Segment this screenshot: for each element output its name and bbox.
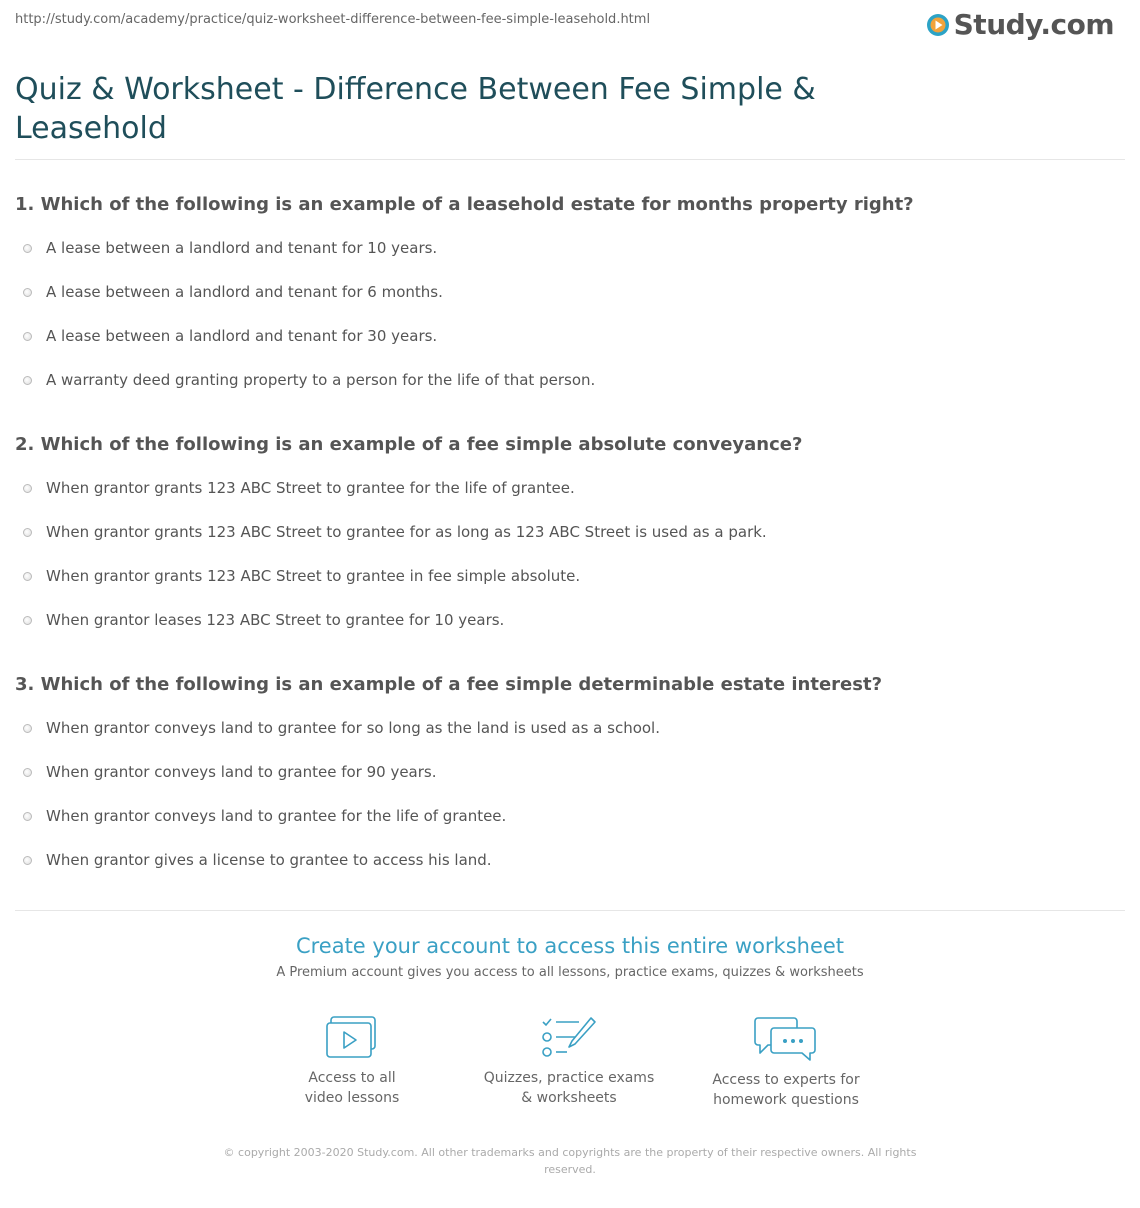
question-1: 1. Which of the following is an example of a leasehold estate for months property right?	[15, 194, 914, 215]
option-label: When grantor conveys land to grantee for so long as the land is used as a school.	[46, 719, 660, 737]
page-title: Quiz & Worksheet - Difference Between Fee Simple & Leasehold	[15, 72, 816, 146]
option-label: When grantor leases 123 ABC Street to grantee for 10 years.	[46, 611, 505, 629]
question-2-option-2[interactable]	[23, 523, 767, 541]
question-2-option-4[interactable]	[23, 611, 504, 629]
option-label: A lease between a landlord and tenant for 30 years.	[46, 327, 438, 345]
feature-label-line: Access to experts for	[712, 1072, 860, 1088]
video-lessons-icon	[326, 1016, 378, 1060]
play-logo-icon	[926, 13, 950, 37]
page-url: http://study.com/academy/practice/quiz-worksheet-difference-between-fee-simple-leasehold.html	[15, 12, 651, 27]
option-label: When grantor grants 123 ABC Street to grantee for the life of grantee.	[46, 479, 575, 497]
question-3-option-1[interactable]	[23, 719, 660, 737]
radio-button-icon[interactable]	[23, 724, 32, 733]
radio-button-icon[interactable]	[23, 856, 32, 865]
option-label: When grantor grants 123 ABC Street to grantee in fee simple absolute.	[46, 567, 581, 585]
question-3-option-3[interactable]	[23, 807, 506, 825]
study-logo[interactable]	[926, 8, 1114, 41]
option-label: When grantor conveys land to grantee for 90 years.	[46, 763, 437, 781]
feature-quizzes	[469, 1016, 669, 1108]
question-1-option-2[interactable]	[23, 283, 443, 301]
feature-label-line: Access to all	[308, 1070, 396, 1086]
radio-button-icon[interactable]	[23, 484, 32, 493]
option-label: When grantor grants 123 ABC Street to grantee for as long as 123 ABC Street is used as a park.	[46, 523, 767, 541]
radio-button-icon[interactable]	[23, 244, 32, 253]
radio-button-icon[interactable]	[23, 332, 32, 341]
question-1-option-4[interactable]	[23, 371, 595, 389]
feature-experts	[686, 1016, 886, 1110]
header-divider	[15, 159, 1125, 160]
radio-button-icon[interactable]	[23, 812, 32, 821]
question-2: 2. Which of the following is an example of a fee simple absolute conveyance?	[15, 434, 803, 455]
radio-button-icon[interactable]	[23, 288, 32, 297]
radio-button-icon[interactable]	[23, 528, 32, 537]
option-label: A lease between a landlord and tenant for 6 months.	[46, 283, 443, 301]
question-2-option-1[interactable]	[23, 479, 575, 497]
option-label: When grantor conveys land to grantee for the life of grantee.	[46, 807, 507, 825]
question-3-option-4[interactable]	[23, 851, 492, 869]
quiz-checklist-icon	[541, 1016, 597, 1060]
radio-button-icon[interactable]	[23, 572, 32, 581]
feature-label-line: Quizzes, practice exams	[483, 1070, 655, 1086]
option-label: A lease between a landlord and tenant for 10 years.	[46, 239, 438, 257]
radio-button-icon[interactable]	[23, 376, 32, 385]
feature-label-line: homework questions	[713, 1092, 859, 1108]
radio-button-icon[interactable]	[23, 616, 32, 625]
copyright-notice: © copyright 2003-2020 Study.com. All other trademarks and copyrights are the property of their respective owners. All rights reserved.	[223, 1146, 917, 1176]
create-account-link[interactable]: Create your account to access this entire worksheet	[295, 934, 845, 958]
radio-button-icon[interactable]	[23, 768, 32, 777]
cta-divider	[15, 910, 1125, 911]
option-label: When grantor gives a license to grantee to access his land.	[46, 851, 492, 869]
feature-label-line: & worksheets	[521, 1090, 617, 1106]
feature-label-line: video lessons	[304, 1090, 400, 1106]
premium-description: A Premium account gives you access to all lessons, practice exams, quizzes & worksheets	[276, 965, 864, 980]
question-3-option-2[interactable]	[23, 763, 437, 781]
chat-bubbles-icon	[754, 1016, 818, 1062]
option-label: A warranty deed granting property to a person for the life of that person.	[46, 371, 596, 389]
question-1-option-3[interactable]	[23, 327, 437, 345]
question-2-option-3[interactable]	[23, 567, 580, 585]
question-3: 3. Which of the following is an example of a fee simple determinable estate interest?	[15, 674, 883, 695]
logo-text: Study.com	[953, 8, 1114, 41]
feature-video-lessons	[252, 1016, 452, 1108]
question-1-option-1[interactable]	[23, 239, 437, 257]
